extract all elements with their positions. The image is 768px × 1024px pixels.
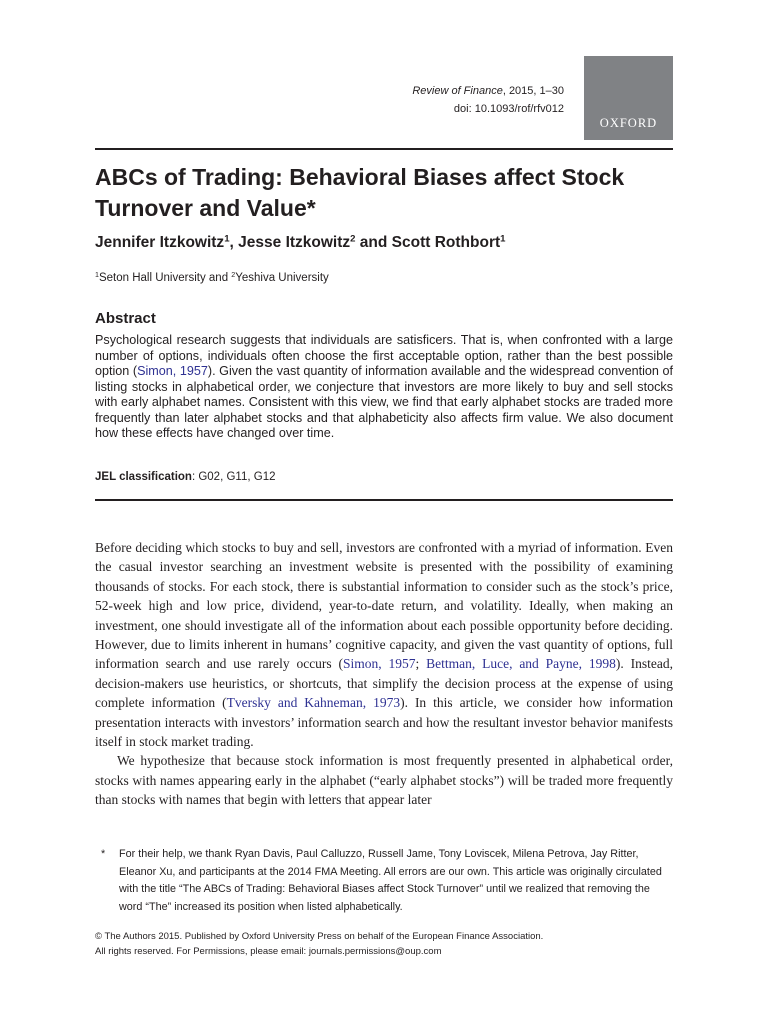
abstract-text-part: ). Given the vast quantity of information available and the widespread convention of listing stocks in alphabetical order, we conjecture that investors are more likely to buy and sell stocks with early alphabet names. Consistent with this view, we find that early alphabet stocks are traded more frequently than later alphabet stocks and that alphabeticity also affects firm value. We also document how these effects have changed over time. — [95, 364, 673, 440]
author-name: Jesse Itzkowitz — [238, 234, 351, 251]
jel-classification — [95, 471, 275, 483]
jel-codes: : G02, G11, G12 — [191, 471, 276, 483]
affiliation-name: Yeshiva University — [235, 272, 329, 284]
journal-name: Review of Finance — [412, 85, 503, 97]
footnote-marker: * — [101, 848, 106, 860]
body-paragraph: We hypothesize that because stock information is most frequently presented in alphabetical order, stocks with names appearing early in the alphabet (“early alphabet stocks”) will be traded more frequently than stocks with names that begin with letters that appear later — [95, 753, 673, 808]
author-affiliation-mark[interactable]: 1 — [500, 233, 506, 245]
abstract-rule — [95, 499, 673, 501]
copyright-notice — [95, 929, 673, 960]
author-name: Jennifer Itzkowitz — [95, 234, 225, 251]
journal-volume-pages: , 2015, 1–30 — [502, 85, 564, 97]
footnote — [95, 846, 673, 917]
author-list — [95, 234, 506, 252]
affiliation-number: 1 — [95, 271, 99, 280]
footnote-text: For their help, we thank Ryan Davis, Paul Calluzzo, Russell Jame, Tony Loviscek, Milena Petrova, Jay Ritter, Eleanor Xu, and participants at the 2014 FMA Meeting. All errors are our own. This article was originally circulated with the title “The ABCs of Trading: Behavioral Biases affect Stock Turnover” until we realized that removing the word “The” increased its position when listed alphabetically. — [119, 848, 662, 914]
header-rule — [95, 148, 673, 150]
citation-link[interactable]: Bettman, Luce, and Payne, 1998 — [426, 656, 616, 672]
oxford-logo — [584, 56, 673, 140]
author-separator: , — [229, 234, 239, 251]
author-separator: and — [355, 234, 392, 251]
author-affiliation-mark[interactable]: 2 — [350, 233, 356, 245]
body-text — [95, 538, 673, 810]
citation-link[interactable]: Simon, 1957 — [137, 364, 208, 378]
paragraph-text: ). Instead, decision-makers use heuristics, or shortcuts, that simplify the decision process at the expense of using complete information ( — [95, 656, 673, 711]
affiliation-name: Seton Hall University — [98, 272, 206, 284]
journal-header — [412, 82, 564, 118]
affiliation-separator: and — [205, 272, 232, 284]
citation-link[interactable]: Tversky and Kahneman, 1973 — [226, 695, 401, 711]
abstract-heading: Abstract — [95, 310, 156, 327]
permissions-line: All rights reserved. For Permissions, please email: journals.permissions@oup.com — [95, 946, 442, 958]
journal-citation — [412, 82, 564, 100]
author-affiliation-mark[interactable]: 1 — [224, 233, 230, 245]
paragraph-text: Before deciding which stocks to buy and sell, investors are confronted with a myriad of information. Even the casual investor searching an investment website is presented with the possibility of examining thousands of stocks. For each stock, there is substantial information to consider such as the stock’s price, 52-week high and low price, dividend, year-to-date return, and volatility. Ideally, when making an investment, one should investigate all of the information about each possible opportunity before deciding. However, due to limits inherent in humans’ cognitive capacity, and given the vast quantity of options, full information search and use rarely occurs ( — [95, 540, 673, 672]
body-paragraph — [95, 538, 673, 751]
abstract-text-part: Psychological research suggests that individuals are satisficers. That is, when confronted with a large number of options, individuals often choose the first acceptable option, rather than the best possible option ( — [95, 333, 673, 378]
paragraph-text: ; — [415, 656, 427, 672]
jel-label: JEL classification — [95, 471, 192, 483]
affiliation-number: 2 — [231, 271, 236, 280]
oxford-logo-text: OXFORD — [599, 116, 658, 130]
paper-title: ABCs of Trading: Behavioral Biases affect Stock Turnover and Value* — [95, 164, 625, 221]
citation-link[interactable]: Simon, 1957 — [343, 656, 416, 672]
author-name: Scott Rothbort — [391, 234, 501, 251]
abstract-text — [95, 333, 673, 442]
affiliations — [95, 272, 329, 284]
doi[interactable]: doi: 10.1093/rof/rfv012 — [453, 103, 564, 115]
paragraph-text: ). In this article, we consider how information presentation interacts with investors’ information search and how the resultant investor behavior manifests itself in stock market trading. — [95, 695, 673, 750]
copyright-line: © The Authors 2015. Published by Oxford University Press on behalf of the European Finance Association. — [95, 931, 544, 942]
